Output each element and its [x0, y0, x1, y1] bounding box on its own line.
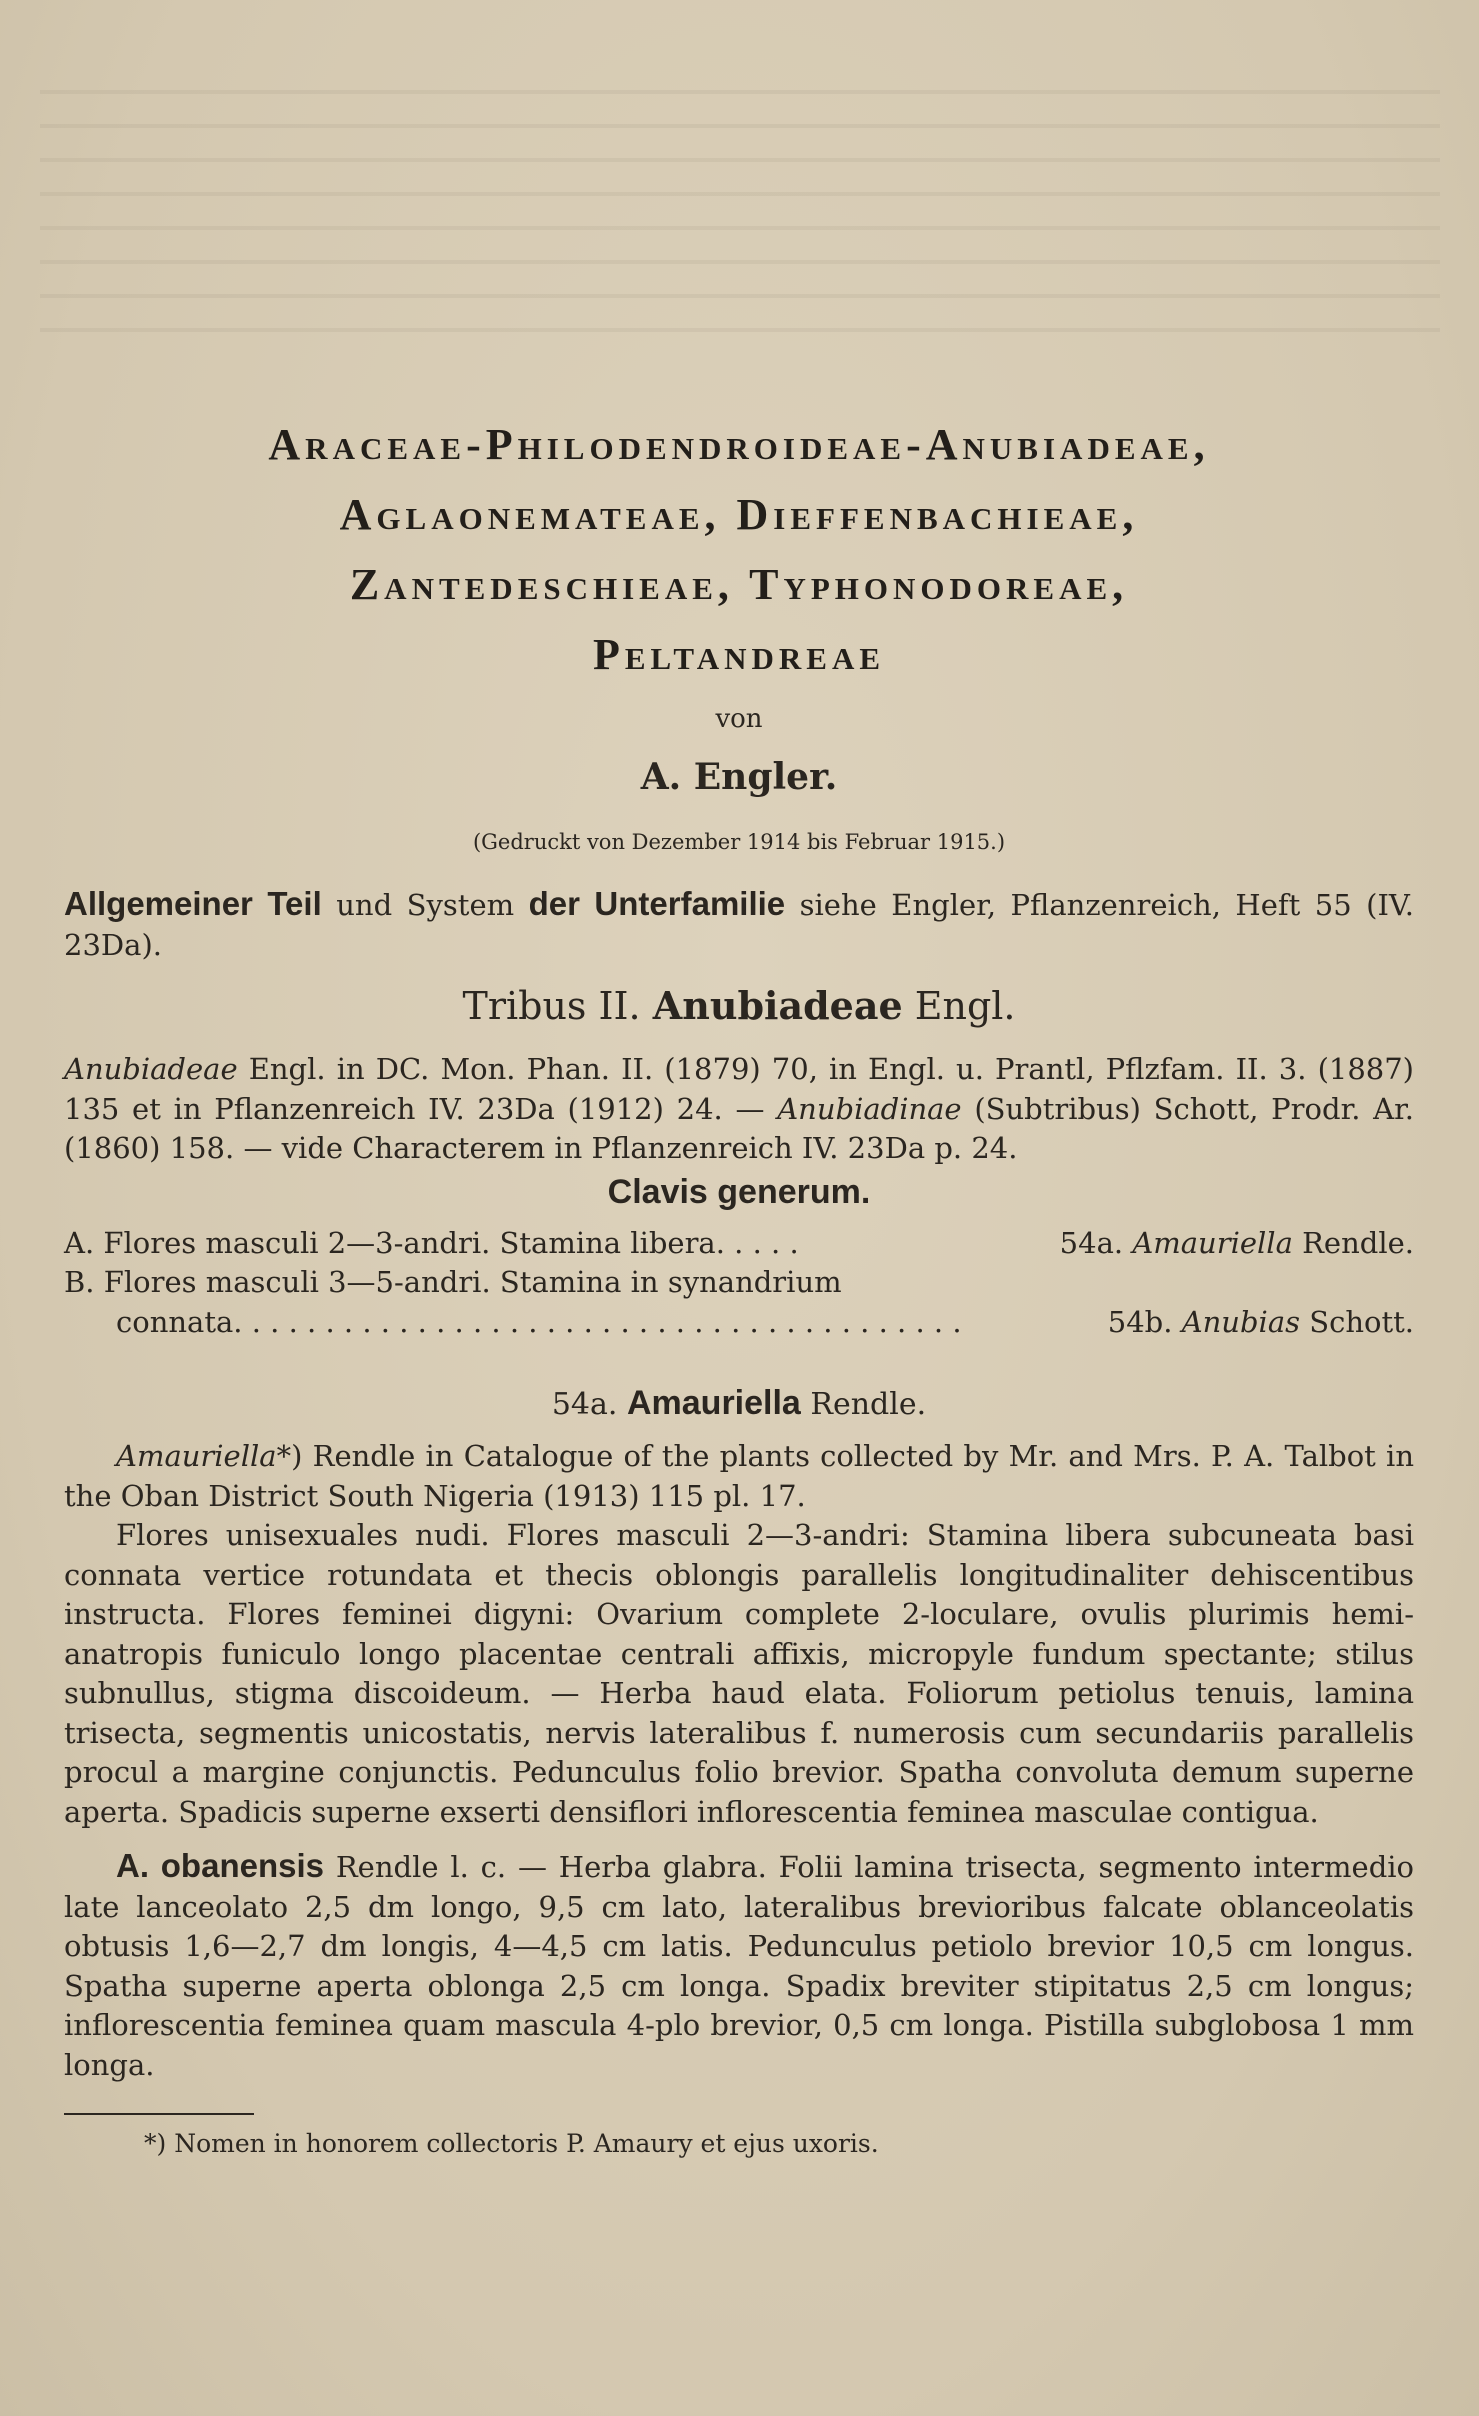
general-reference: [64, 884, 1414, 965]
genus-heading: [64, 1384, 1414, 1423]
key-row: [64, 1303, 1414, 1343]
genus-author: Rendle.: [810, 1387, 927, 1422]
general-text-2: siehe Engler, Pflanzenreich, Heft 55 (IV. 23Da).: [64, 888, 1414, 962]
genus-citation-text: Rendle in Catalogue of the plants collected by Mr. and Mrs. P. A. Talbot in the Oban District South Nigeria (1913) 115 pl. 17.: [64, 1439, 1414, 1513]
general-bold-2: der Unterfamilie: [528, 885, 786, 922]
key-row-ref: [1098, 1303, 1414, 1343]
genus-citation: [64, 1437, 1414, 1516]
key-row-author: Schott.: [1309, 1304, 1414, 1339]
key-row-text: A. Flores masculi 2—3-andri. Stamina libera: [64, 1225, 716, 1260]
key-row-dots: . . . . .: [715, 1225, 799, 1260]
species-name: A. obanensis: [116, 1847, 324, 1884]
footnote: *) Nomen in honorem collectoris P. Amaury et ejus uxoris.: [144, 2129, 879, 2158]
general-text-1: und System: [336, 888, 515, 922]
key-row-number: 54a.: [1059, 1225, 1124, 1260]
show-through-text: [40, 60, 1440, 360]
genus-key: [64, 1224, 1414, 1343]
key-row: [64, 1263, 1414, 1303]
species-text: Rendle l. c. — Herba glabra. Folii lamina trisecta, segmento intermedio late lanceolato 2,5 dm longo, 9,5 cm lato, lateralibus brevioribus falcate oblanceolatis obtusis 1,6—2,7 dm longis, 4—4,5 cm latis. Pedunculus petiolo brevior 10,5 cm longus. Spatha superne aperta oblonga 2,5 cm longa. Spadix breviter stipitatus 2,5 cm longus; inflorescentia feminea quam mascula 4-plo brevior, 0,5 cm longa. Pistilla subglobosa 1 mm longa.: [64, 1850, 1415, 2082]
key-row-ref: [1050, 1224, 1414, 1264]
key-row-genus: Amauriella: [1132, 1225, 1293, 1260]
synonymy-text-1: Engl. in DC. Mon. Phan. II. (1879) 70, in Engl. u. Prantl, Pflzfam. II. 3. (1887) 135 et in Pflanzenreich IV. 23Da (1912) 24. —: [64, 1052, 1415, 1126]
genus-description: Flores unisexuales nudi. Flores masculi 2—3-andri: Stamina libera subcuneata basi connata vertice rotundata et thecis oblongis parallelis longitudinaliter dehiscentibus instructa. Flores feminei digyni: Ovarium complete 2-loculare, ovulis plurimis hemi-anatropis funiculo longo placentae centrali affixis, micropyle fundum spectante; stilus subnullus, stigma discoideum. — Herba haud elata. Foliorum petiolus tenuis, lamina trisecta, segmentis unicostatis, nervis lateralibus f. numerosis cum secundariis parallelis procul a margine conjunctis. Pedunculus folio brevior. Spatha convoluta demum superne aperta. Spadicis superne exserti densiflori inflorescentia feminea masculae contigua.: [64, 1518, 1414, 1829]
synonym-1: Anubiadeae: [64, 1052, 238, 1086]
key-row-number: 54b.: [1107, 1304, 1173, 1339]
footnote-marker: *): [276, 1439, 303, 1473]
title-line-4: Peltandreae: [592, 630, 886, 679]
key-row-genus: Anubias: [1181, 1304, 1300, 1339]
key-row-author: Rendle.: [1302, 1225, 1414, 1260]
genus-name: Amauriella: [626, 1384, 801, 1422]
von-label: von: [715, 704, 763, 734]
document-body: [64, 410, 1414, 2158]
title-line-2: Aglaonemateae, Dieffenbachieae,: [339, 490, 1139, 539]
tribus-heading: [64, 983, 1414, 1028]
footnote-rule: [64, 2113, 254, 2115]
title-line-1: Araceae-Philodendroideae-Anubiadeae,: [268, 420, 1210, 469]
key-row-text: connata: [116, 1304, 234, 1339]
synonymy-paragraph: [64, 1050, 1414, 1169]
general-bold-1: Allgemeiner Teil: [64, 885, 322, 922]
printing-dates: (Gedruckt von Dezember 1914 bis Februar 1915.): [472, 830, 1006, 854]
clavis-heading: Clavis generum.: [607, 1172, 871, 1211]
synonym-2: Anubiadinae: [777, 1091, 962, 1126]
genus-number: 54a.: [551, 1387, 618, 1422]
title-line-3: Zantedeschieae, Typhonodoreae,: [349, 560, 1129, 609]
synonymy-text-2: (Subtribus) Schott, Prodr. Ar. (1860) 158. — vide Characterem in Pflanzenreich IV. 23Da p. 24.: [64, 1091, 1415, 1165]
tribus-name: Anubiadeae: [652, 983, 903, 1028]
key-row: [64, 1224, 1414, 1264]
species-description: [64, 1846, 1414, 2085]
tribus-prefix: Tribus II.: [462, 984, 641, 1028]
tribus-author: Engl.: [914, 984, 1016, 1028]
page-title: [64, 410, 1414, 690]
author: A. Engler.: [640, 756, 838, 798]
key-row-text: B. Flores masculi 3—5-andri. Stamina in synandrium: [64, 1265, 842, 1299]
genus-citation-name: Amauriella: [116, 1439, 277, 1473]
key-row-dots: . . . . . . . . . . . . . . . . . . . . . . . . . . . . . . . . . . . . . . . .: [233, 1304, 962, 1339]
